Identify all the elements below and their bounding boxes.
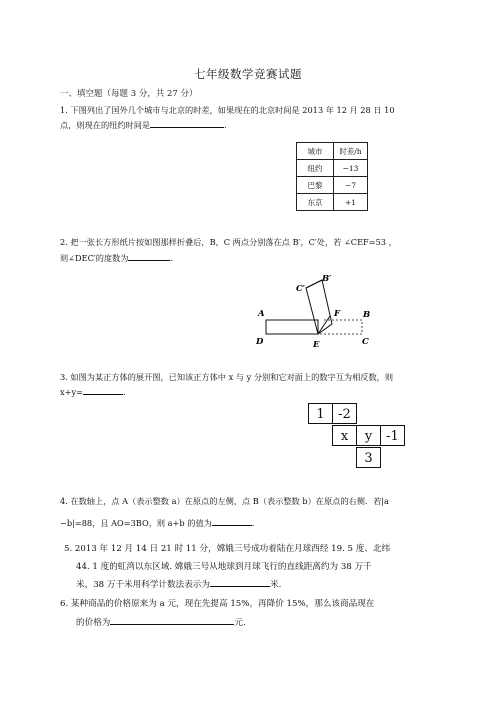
table-row bbox=[297, 160, 368, 177]
table-row bbox=[297, 177, 368, 194]
label-c-prime: C′ bbox=[296, 284, 306, 294]
answer-blank-1[interactable] bbox=[150, 118, 224, 128]
page-title: 七年级数学竞赛试题 bbox=[194, 67, 302, 81]
question-4-end: . bbox=[251, 518, 255, 528]
table-row bbox=[297, 194, 368, 211]
question-6-end: 元. bbox=[234, 618, 246, 628]
net-cell: 3 bbox=[356, 447, 381, 468]
question-4-line-2 bbox=[60, 516, 254, 530]
question-1-line-1: 1. 下图列出了国外几个城市与北京的时差，如果现在的北京时间是 2013 年 12 月 28 日 10 bbox=[60, 105, 395, 115]
question-5-line-3 bbox=[76, 576, 281, 594]
section-heading: 一、填空题（每题 3 分，共 27 分） bbox=[60, 89, 198, 99]
question-6-text: 的价格为 bbox=[76, 618, 111, 628]
folded-paper-diagram bbox=[250, 270, 380, 354]
question-4-line-1: 4. 在数轴上，点 A（表示整数 a）在原点的左侧，点 B（表示整数 b）在原点的右侧．若|a bbox=[60, 496, 389, 506]
question-2-line-1: 2. 把一张长方形纸片按如图那样折叠后，B，C 两点分别落在点 B′，C′处，若 ∠CEF=53 ， bbox=[60, 237, 397, 247]
label-b: B bbox=[363, 310, 371, 320]
timezone-table bbox=[296, 142, 368, 211]
question-1-line-2 bbox=[60, 118, 227, 132]
question-2-end: . bbox=[170, 253, 174, 263]
question-1-end: . bbox=[224, 120, 227, 130]
answer-blank-4[interactable] bbox=[212, 516, 252, 526]
question-2-line-2 bbox=[60, 251, 173, 265]
table-cell: −13 bbox=[334, 160, 368, 177]
label-d: D bbox=[256, 337, 264, 347]
question-2-text: 则∠DEC′的度数为 bbox=[60, 253, 129, 263]
question-5-end: 米. bbox=[269, 580, 282, 590]
table-header-city: 城市 bbox=[297, 143, 334, 160]
question-3-line-1: 3. 如图为某正方体的展开图，已知该正方体中 x 与 y 分别和它对面上的数字互为相反数，则 bbox=[60, 372, 394, 382]
answer-blank-5[interactable] bbox=[210, 577, 270, 587]
table-cell: 巴黎 bbox=[297, 177, 334, 194]
question-1-text: 点，则现在的纽约时间是 bbox=[60, 120, 151, 130]
question-6-line-2 bbox=[76, 614, 246, 632]
question-3-text: x+y= bbox=[60, 387, 83, 397]
answer-blank-6[interactable] bbox=[110, 615, 234, 625]
question-5-text: 米，38 万千米用科学计数法表示为 bbox=[76, 580, 210, 590]
answer-blank-2[interactable] bbox=[128, 251, 170, 261]
net-cell: y bbox=[356, 425, 381, 446]
net-cell: x bbox=[332, 425, 357, 446]
table-header-offset: 时差/h bbox=[334, 143, 368, 160]
net-cell: -1 bbox=[380, 425, 405, 446]
label-b-prime: B′ bbox=[322, 274, 332, 284]
label-c: C bbox=[362, 337, 369, 347]
label-e: E bbox=[313, 340, 320, 350]
cube-net bbox=[308, 403, 410, 473]
net-cell: 1 bbox=[308, 403, 333, 424]
question-5-line-1: 5. 2013 年 12 月 14 日 21 时 11 分，嫦娥三号成功着陆在月球西经 19. 5 度、北纬 bbox=[64, 544, 391, 554]
table-cell: 东京 bbox=[297, 194, 334, 211]
label-a: A bbox=[258, 309, 265, 319]
question-5-line-2: 44. 1 度的虹湾以东区域. 嫦娥三号从地球到月球飞行的直线距离约为 38 万千 bbox=[76, 562, 372, 572]
table-cell: −7 bbox=[334, 177, 368, 194]
question-3-end: . bbox=[122, 387, 126, 397]
table-cell: +1 bbox=[334, 194, 368, 211]
net-cell: -2 bbox=[332, 403, 357, 424]
label-f: F bbox=[334, 309, 341, 319]
table-cell: 纽约 bbox=[297, 160, 334, 177]
question-6-line-1: 6. 某种商品的价格原来为 a 元，现在先提高 15%，再降价 15%，那么该商品现在 bbox=[60, 599, 375, 609]
question-4-text: −b|=88，且 AO=3BO，则 a+b 的值为 bbox=[60, 518, 212, 528]
answer-blank-3[interactable] bbox=[83, 385, 123, 395]
question-3-line-2 bbox=[60, 385, 126, 399]
